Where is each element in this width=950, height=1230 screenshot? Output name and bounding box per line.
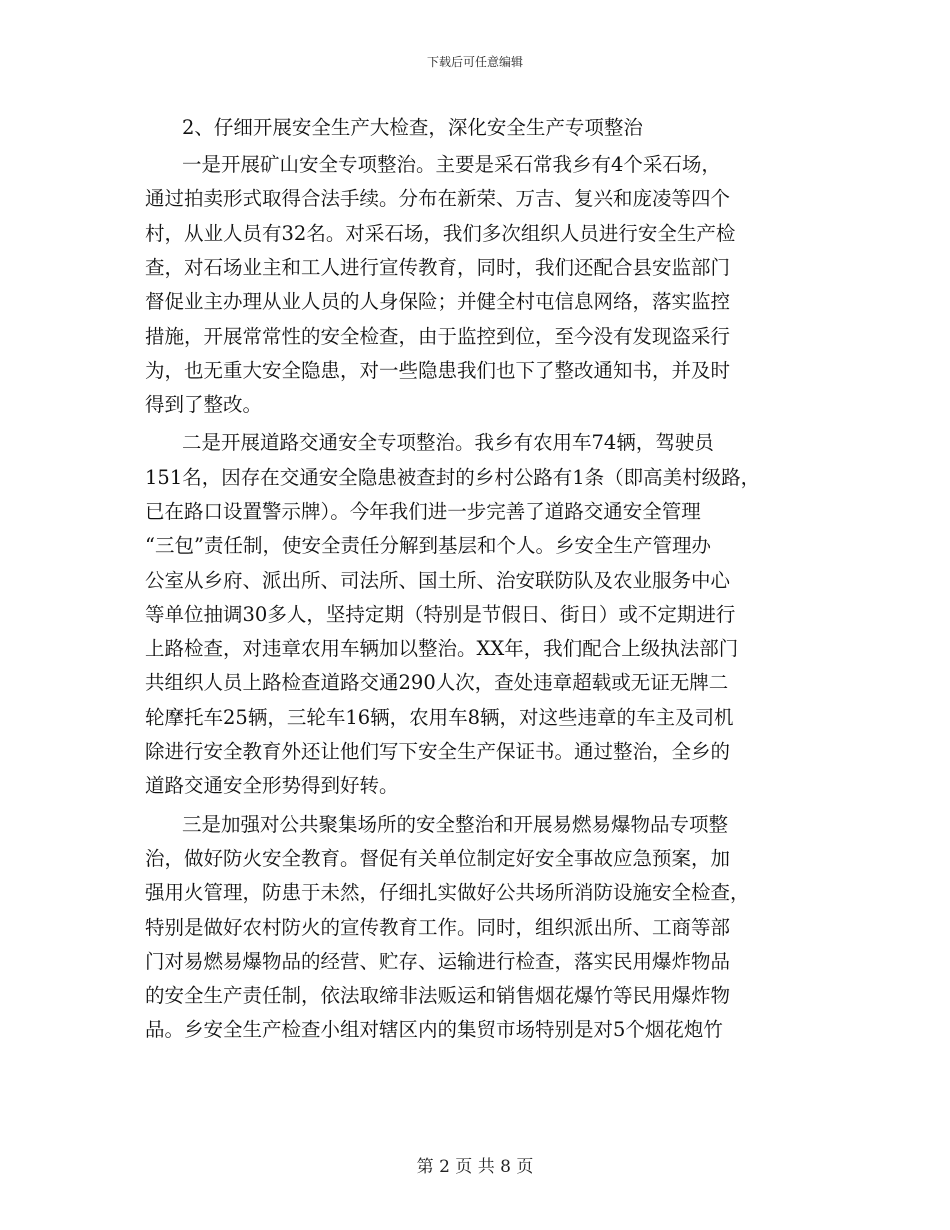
text-line: 措施，开展常常性的安全检查，由于监控到位，至今没有发现盗采行 bbox=[145, 325, 731, 348]
text-line: 上路检查，对违章农用车辆加以整治。XX年，我们配合上级执法部门 bbox=[145, 637, 739, 660]
text-line: 村，从业人员有32名。对采石场，我们多次组织人员进行安全生产检 bbox=[145, 222, 736, 245]
text-line: 151名，因存在交通安全隐患被查封的乡村公路有1条（即高美村级路， bbox=[145, 466, 761, 489]
text-line: 轮摩托车25辆，三轮车16辆，农用车8辆，对这些违章的车主及司机 bbox=[145, 706, 734, 729]
text-line: 等单位抽调30多人，坚持定期（特别是节假日、街日）或不定期进行 bbox=[145, 603, 736, 626]
section-title: 2、仔细开展安全生产大检查，深化安全生产专项整治 bbox=[182, 116, 643, 139]
page-header: 下载后可任意编辑 bbox=[426, 55, 523, 69]
text-line: 治，做好防火安全教育。督促有关单位制定好安全事故应急预案，加 bbox=[145, 847, 731, 870]
text-line: 公室从乡府、派出所、司法所、国土所、治安联防队及农业服务中心 bbox=[145, 569, 731, 592]
text-line: 督促业主办理从业人员的人身保险；并健全村屯信息网络，落实监控 bbox=[145, 290, 731, 313]
text-line: 的安全生产责任制，依法取缔非法贩运和销售烟花爆竹等民用爆炸物 bbox=[145, 984, 731, 1007]
text-line: 已在路口设置警示牌）。今年我们进一步完善了道路交通安全管理 bbox=[145, 500, 701, 523]
text-line: 品。乡安全生产检查小组对辖区内的集贸市场特别是对5个烟花炮竹 bbox=[145, 1018, 723, 1041]
text-line: 通过拍卖形式取得合法手续。分布在新荣、万吉、复兴和庞凌等四个 bbox=[145, 187, 731, 210]
text-line: 特别是做好农村防火的宣传教育工作。同时，组织派出所、工商等部 bbox=[145, 916, 731, 939]
text-line: 门对易燃易爆物品的经营、贮存、运输进行检查，落实民用爆炸物品 bbox=[145, 950, 731, 973]
text-line: 三是加强对公共聚集场所的安全整治和开展易燃易爆物品专项整 bbox=[182, 813, 729, 836]
text-line: 强用火管理，防患于未然，仔细扎实做好公共场所消防设施安全检查， bbox=[145, 881, 750, 904]
text-line: “三包”责任制，使安全责任分解到基层和个人。乡安全生产管理办 bbox=[145, 534, 711, 557]
text-line: 二是开展道路交通安全专项整治。我乡有农用车74辆，驾驶员 bbox=[182, 431, 714, 454]
text-line: 道路交通安全形势得到好转。 bbox=[145, 774, 399, 797]
text-line: 除进行安全教育外还让他们写下安全生产保证书。通过整治，全乡的 bbox=[145, 740, 731, 763]
text-line: 共组织人员上路检查道路交通290人次，查处违章超载或无证无牌二 bbox=[145, 671, 729, 694]
page-footer: 第 2 页 共 8 页 bbox=[416, 1157, 534, 1177]
text-line: 得到了整改。 bbox=[145, 393, 263, 416]
text-line: 查，对石场业主和工人进行宣传教育，同时，我们还配合县安监部门 bbox=[145, 256, 731, 279]
text-line: 一是开展矿山安全专项整治。主要是采石常我乡有4个采石场， bbox=[182, 153, 721, 176]
text-line: 为，也无重大安全隐患，对一些隐患我们也下了整改通知书，并及时 bbox=[145, 359, 731, 382]
